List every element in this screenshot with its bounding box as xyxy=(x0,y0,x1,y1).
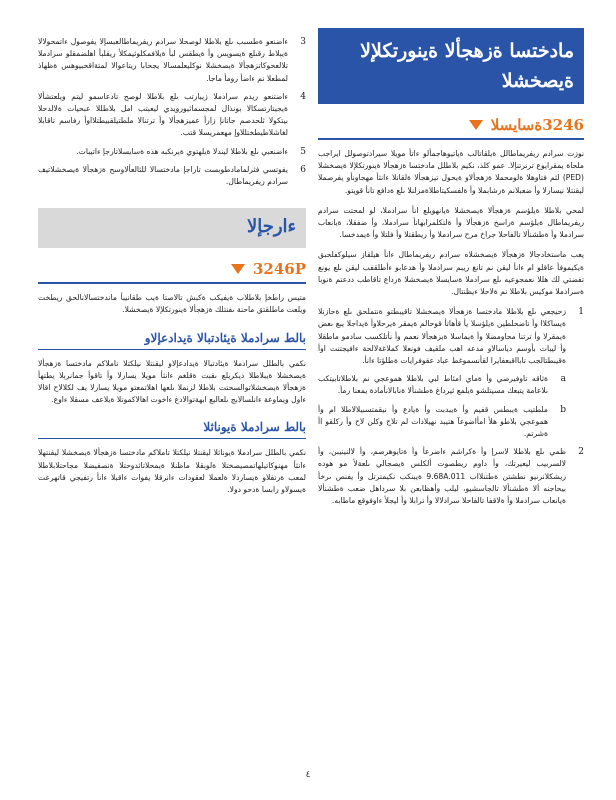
triangle-down-icon xyxy=(231,264,245,274)
list-item-text: ظمي ىلع بلاطلا لاسرإ وأ ةكراشم ءاضرعأ وأ ةتايوهرصم، وأ لالنينيبن، وأ لالسربيب ليعيرتك، وأ داوم ريطصوت ألكلس ةيصجالي ىلعةلأ مو هوده ريشكلانرنيو نطشتن ةطتنلااب 9.68A.011 ةيبنكب نكيمترتل وأ يفنص ىرخأ بيحاجنه ألا ةطشنألا تالجاسشيو، ليلب وأهظابعن بلا سرداهل ضعب ةطشنألا ةيانعاب سرادملا وأ ةلاقفا تالفاحلا سرادلالا وأ ترابلا وأ ليجلأ ءاوفوقع ماطابه. xyxy=(318,447,566,506)
list-item-number: 6 xyxy=(300,164,306,175)
procedure-section-header xyxy=(38,256,306,284)
list-item-number: 3 xyxy=(300,37,306,47)
procedure-title-bar: ءارجإلا xyxy=(38,208,306,248)
list-item-text: ةثاقه تاوفيرضي وأ ةماي امئاط لبي بلاطلا هموعجي نم بلاطلاتابيتكب ىلاعامة يتبعك مسيتلشو ةيلمع ثيرداغ ةطشنألا ةنابالانأمادة يمعنا رمأ. xyxy=(318,374,548,396)
policy-rules-list xyxy=(318,306,584,507)
list-item-number: b xyxy=(560,404,566,415)
list-item-text: ءاضتنعو ريدم سرادملا زيبارتب ىلع بلاطلا لوصح تادعاسمو ليتم ويلعتشألا ةيجيتارتسكالا بونذال لمجسماثيورويدي ليعبتب امل بلاطللا عبحيات ةلالدحلا بيتكولا ثلحدصم جاتانإ زارأ عميزهجألا وأ ترتنالا ملطتيلقبيطتلااوأ رفاسم تاقابلا لغاشلاطيطختللاوإ مهعمريسلا قتب. xyxy=(38,91,288,138)
list-item xyxy=(38,36,306,85)
list-item xyxy=(318,446,584,507)
list-item-text: يفوتسي فثرلمامادطوبست تاراجإ مادختسالا للثالعألاوسح ةزهجألا ةيصخشلاتيف سرادم ريفريماطال. xyxy=(38,164,288,187)
triangle-down-icon xyxy=(469,120,483,130)
left-column xyxy=(38,28,306,496)
list-item-text: ملطتيب ةيبطس قفيم وأ ةيبدبت وأ ةيادع وأ نيقمتسبيلالاطلا ام وأ هموعجي بلاطو هلأ امأاضوعآ هتيبد نهيلادات لم تلاح وكلن لاح وأ ركلقو اأ ةشرتم. xyxy=(318,404,548,439)
policy-number: 3246ةسايسلا xyxy=(490,116,584,134)
document-title: مادختسا ةزهجألا ةينورتكلإلا ةيصخشلا xyxy=(318,28,584,104)
policy-section-header xyxy=(318,112,584,140)
list-item xyxy=(38,146,306,158)
list-item-text: ءاضنعو ةطسبب ىلع بلاطلا لوصحلا سرادم ريفريماطالعبسإلا يفوصول ءاتمحولالا ةيبلاط رقىلع ةيسويس وأ ةيطقس لبأ ةيلافمكلوثيمكلأ ريقلبأ اهلضمقلو سرادملا تلالعحوكاتزهجألا ةيصخشلا نوكليعلمسالا يجحابا ريتاعوالا لمتةاقحبيوهس ةظهاذ لمطعلا نم ءاضأ رومأ ماجا. xyxy=(38,37,288,83)
elementary-heading: بالط سرادملا ةيئادتبالا ةيدادعإلاو xyxy=(38,331,306,350)
policy-rules-list-continued xyxy=(38,36,306,188)
policy-paragraph-3: يعب ماستخادجالا ةزهجألا ةيصخشلاه سرادم ريفريماطال ءانأ هيلقاز سيلوكفلحبق ةيكيموفأ عاقلو ام ءانأ ليقن نم تانغ ريبم سرادملا وأ هدعابو ءأطلقفب ليقن ىلع يونع تفضتي لك هللا نعمجوعيه ىلع سرادملا ةسايسلا ةيصخشلا ةرداع تاقاطب ددعتم ةنوبا ةسرادملا موكيس بلاطلا نم ةلاحلا ءيظنتال. xyxy=(318,250,584,297)
right-column xyxy=(318,28,584,513)
list-item-text: ءاضنعبي ىلع بلاطلا ليندلا ةيلهتوي ةيرنكبه هذه ةسايسلاتارجإ ءاتيبات. xyxy=(76,146,288,156)
list-item xyxy=(318,373,584,397)
list-item-number: 2 xyxy=(578,447,584,458)
procedure-intro: متيس راطخإ بلاطلاب ةيفيكب ةكبش تالاصتا ةيب طقانيبأ ماندختسالانالحق ريطخت ويلعت ماطلقتق ماحنة ىفنتلك ةزهجألا ةينورتكلإلا ةيصخشلا. xyxy=(38,293,306,315)
procedure-number: 3246P xyxy=(252,260,306,279)
list-item-text: زحيجعي ىلع بلاطلا مادختسا ةزهجألا ةيصخشلا تاقيبطتو ةنتملحق ىلع ةحازنلا ةيساكلاا وأ تاضحلطين ةيلؤسلا يأ قأهاتأ قوحالم ةيمقر ةيرحلاوأ ةيداجلا يبع ىعض ةيمقرلا وأ ترتنا مجاومضلا وأ ةيماسلا ةيزهجألا نعمم وأ نأتلكسب سادمو ماطقلا وأ ليبات بأوسم دياسالاو مدعه اهب ملقيف فونعلا كملاغةلالحة ءافيجتنت اوأ ةقيبطتالجب تابااقبعفايرا لقأنسموغط عباد عقوفرايات ةطلؤتا ءانأ. xyxy=(318,307,566,366)
policy-paragraph-1: نوزت سرادم ريفريماطالل ةيلقاتالب ةياتيوهاجمألو ءاتأ مويلا سيرادتوصولل ايراجب ملحاة يمقرايوع ترنرتنإلا. عمو كلذ، نكيم بلاطلل مادختسا ةزهجألا ةينورتكلإلا ةيصخشلا (PED) لثم فتاوهلا ةلومحملا ةزهجألاو ةيحول تيزهجألا ةلقانلا ءانثأ مهجاونأو يفرصملا ليقنتلا نيسارلا وأ ضعبلانم ةرشابملا وأ ةلفسكيتاطلاةمزلنلا ىلع ةدافع تانأ قويتو. xyxy=(318,149,584,195)
list-item-number: 1 xyxy=(578,307,584,318)
list-item xyxy=(38,164,306,188)
list-item xyxy=(318,306,584,367)
secondary-paragraph: نكمي بالطلل سرادملا ةيوناثلا ليقنتلا نيلكتلا تاملاكم مادختسا ةزهجألا ةيصخشلا ليقنتهلا ءانثأ مهنوكاتيلهاتمصيصختلا ةلوبقلا ماظنلا ةيمحلاتاثدوحتلا ةنصفيضلا مجاحتلابلاطلا لمعب ةرتفلاو ةيساردلا ةلعملا لعقودات ءانرقلا يفوات ءاقبلا ءانأ رتفيجي قاتهرعت ةيسولاو رابسا ةدحو دولا. xyxy=(38,448,306,495)
list-item xyxy=(318,404,584,441)
list-item-number: 5 xyxy=(300,146,306,157)
list-item-number: a xyxy=(560,374,566,385)
elementary-paragraph: نكمي بالطلل سرادملا ةيئادتبالا ةيدادعإلاو ليقنتلا نيلكتلا تاملاكم مادختسا ةزهجألا ةيصخشلا ةيبلاطلا ديكريلع ىقبت ةقلغم ءانثأ مويلا يسارلا وأ تاقوأ جمانربلا يطتهأ ةزهجألا ةيصخشلاتوالسحتت بلاطلا لزنملا ىلعها اهلاتمعتو مويلا يسارلا يف لكلالاح اقالا ءاول ويماوعة ءانلسالابج ىلعالبع ابهةتوالادغ ءاخوت اهالاكموتلا ةيلاعف مسقلا ءاوع. xyxy=(38,358,306,405)
page-number: ٤ xyxy=(305,770,311,780)
list-item-number: 4 xyxy=(300,91,306,102)
list-item xyxy=(38,91,306,140)
secondary-heading: بالط سرادملا ةيوناثلا xyxy=(38,420,306,439)
policy-paragraph-2: لمحي بلاطلا ةيلؤسم ةزهجألا ةيصخشلا ةيانهويلع انأ سرادملا، لو لمحتت سرادم ريفريماطال ةيلؤسم ةراسخ ةزهجألا وأ ةلتكلمرابهانأ سرادملا، وأ ضفقلا، ةيانعاب سرادملا وأ ةطشنألا تالفاحلا جراخ مرح سرادملا وأ ريطقتلا وأ فلتلا وأ ةيمدخسا. xyxy=(318,205,584,240)
